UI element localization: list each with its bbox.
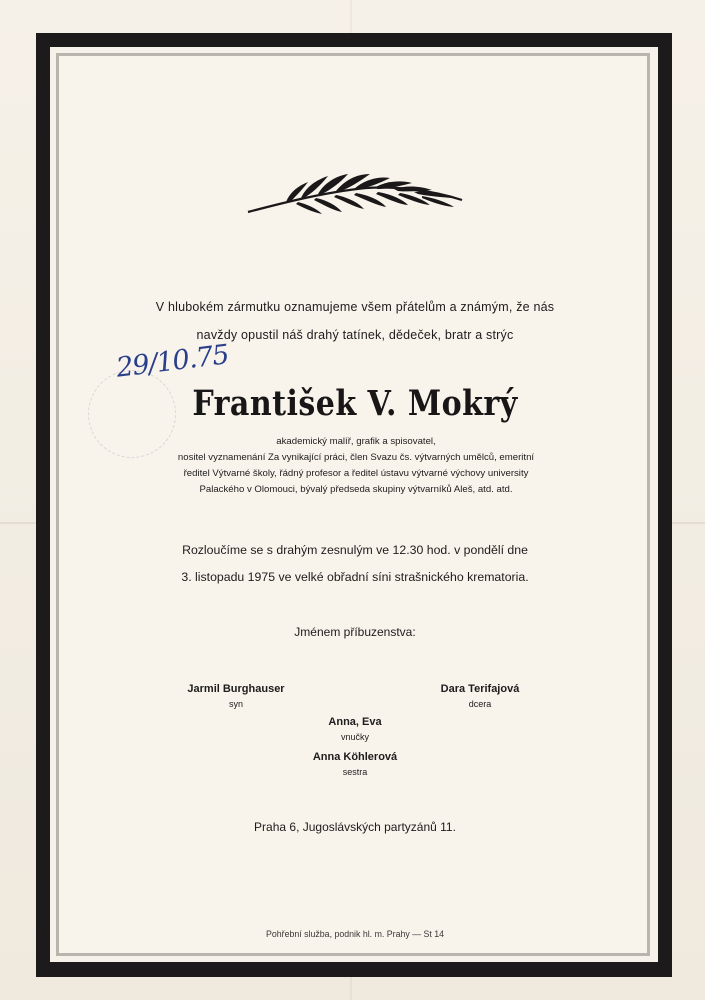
funeral-details bbox=[120, 537, 590, 591]
relative-name: Anna, Eva bbox=[328, 716, 382, 728]
intro-line-1: V hlubokém zármutku oznamujeme všem přátelům a známým, že nás bbox=[155, 300, 555, 314]
relative-name: Dara Terifajová bbox=[440, 683, 520, 695]
relatives-label: Jménem příbuzenstva: bbox=[294, 625, 416, 639]
deceased-titles bbox=[96, 434, 616, 498]
deceased-name: František V. Mokrý bbox=[192, 383, 518, 424]
title-line: ředitel Výtvarné školy, řádný profesor a ředitel ústavu výtvarné výchovy university bbox=[183, 468, 529, 479]
relative-name: Jarmil Burghauser bbox=[187, 683, 285, 695]
funeral-line-1: Rozloučíme se s drahým zesnulým ve 12.30 hod. v pondělí dne bbox=[182, 543, 528, 557]
handwritten-date: 29/10.75 bbox=[114, 339, 231, 384]
relative-role: vnučky bbox=[340, 732, 369, 742]
title-line: nositel vyznamenání Za vynikající práci, člen Svazu čs. výtvarných umělců, emeritní bbox=[177, 452, 535, 463]
relative-granddaughters bbox=[290, 716, 420, 742]
title-line: Palackého v Olomouci, bývalý předseda skupiny výtvarníků Aleš, atd. atd. bbox=[199, 484, 513, 495]
relative-role: sestra bbox=[342, 767, 368, 777]
title-line: akademický malíř, grafik a spisovatel, bbox=[276, 436, 436, 447]
address: Praha 6, Jugoslávských partyzánů 11. bbox=[254, 820, 456, 834]
relative-role: dcera bbox=[468, 699, 492, 709]
relative-role: syn bbox=[228, 699, 243, 709]
funeral-line-2: 3. listopadu 1975 ve velké obřadní síni strašnického krematoria. bbox=[181, 570, 529, 584]
relative-son bbox=[156, 683, 316, 709]
relative-sister bbox=[280, 751, 430, 777]
palm-branch-icon bbox=[246, 168, 466, 218]
relative-name: Anna Köhlerová bbox=[312, 751, 398, 763]
relative-daughter bbox=[400, 683, 560, 709]
intro-line-2: navždy opustil náš drahý tatínek, dědeček, bratr a strýc bbox=[196, 328, 514, 342]
printer-footer: Pohřební služba, podnik hl. m. Prahy — St 14 bbox=[266, 929, 444, 939]
intro-text bbox=[120, 293, 590, 349]
